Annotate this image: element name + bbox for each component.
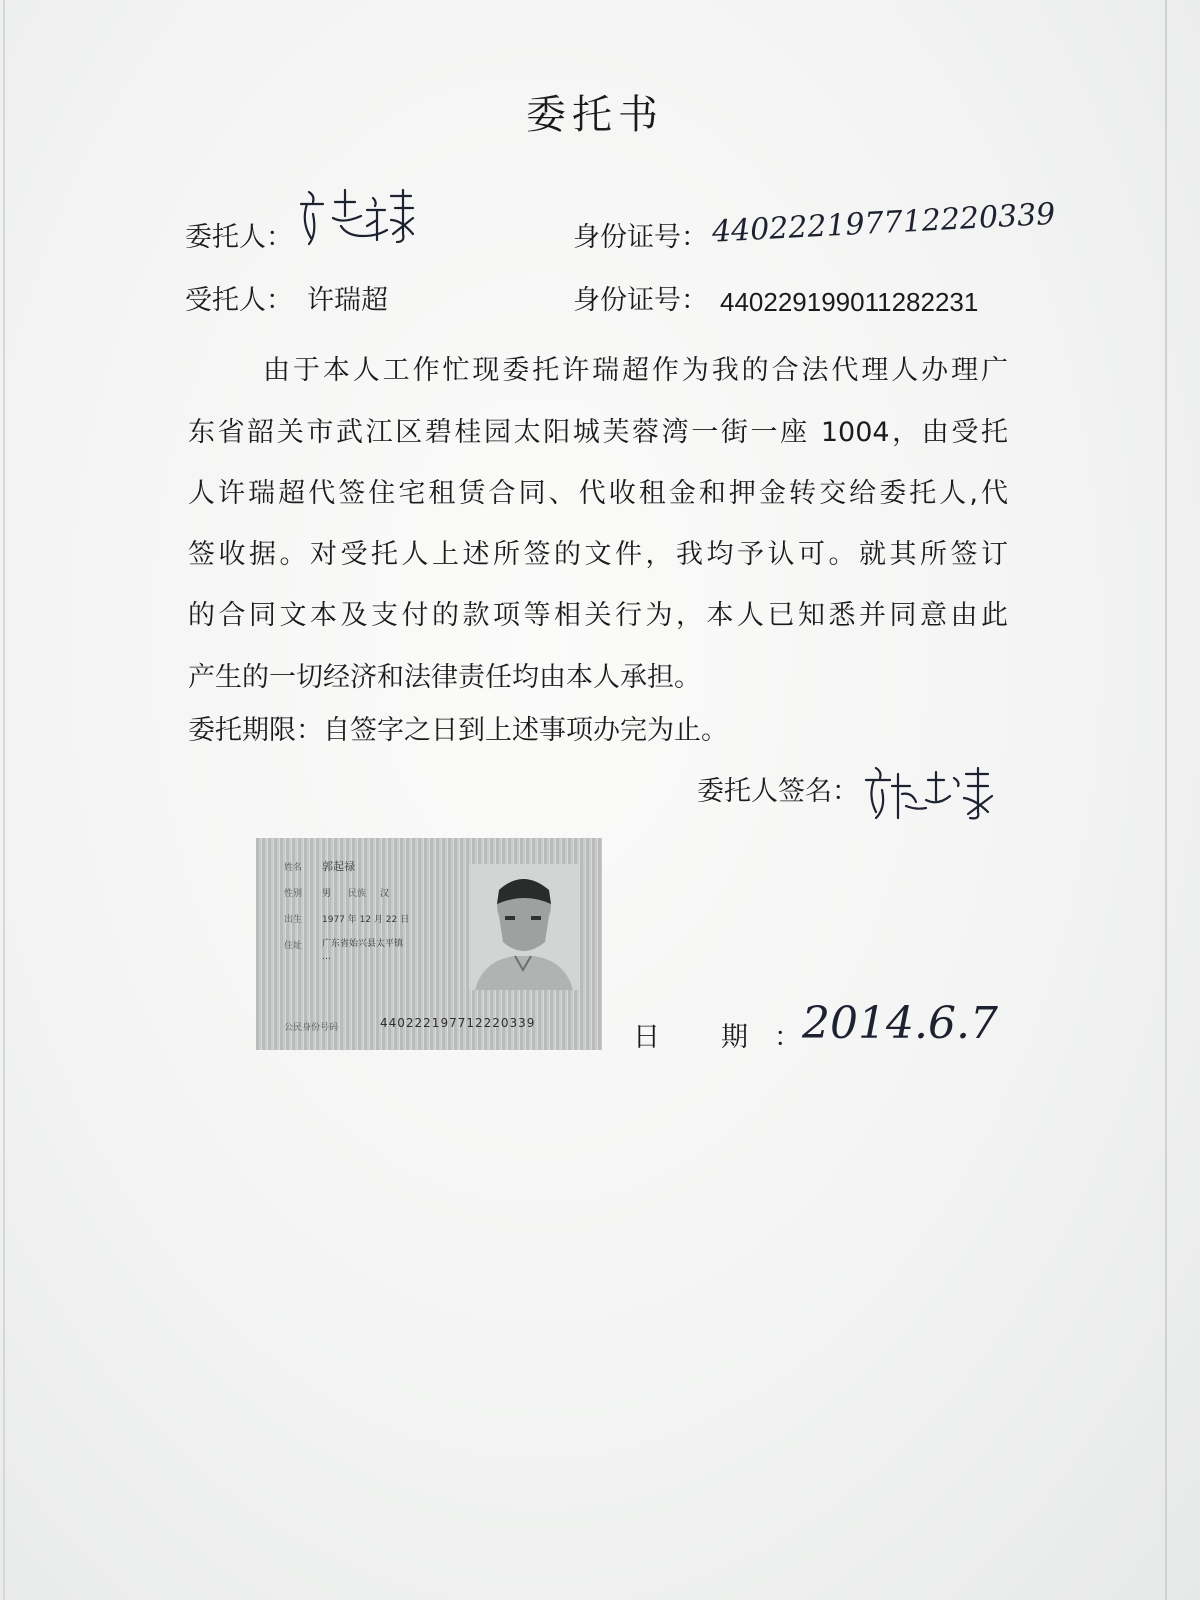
- principal-id-label: 身份证号：: [573, 222, 708, 253]
- id-card-ethnicity-value: 汉: [380, 889, 390, 899]
- id-card-name-label: 姓名: [284, 863, 303, 873]
- body-line: 由于本人工作忙现委托许瑞超作为我的合法代理人办理广: [263, 355, 1008, 386]
- id-card-address-value-2: …: [322, 952, 331, 962]
- agent-name: 许瑞超: [307, 285, 388, 316]
- body-line: 的合同文本及支付的款项等相关行为，本人已知悉并同意由此: [188, 600, 1008, 631]
- date-colon: ：: [774, 1022, 801, 1053]
- id-card-id-number: 440222197712220339: [380, 1016, 536, 1030]
- id-card-address-value: 广东省始兴县太平镇: [322, 939, 404, 949]
- paper-edge-left: [3, 0, 5, 1600]
- id-card-ethnicity-label: 民族: [348, 889, 367, 899]
- id-card-name-value: 郭起禄: [322, 860, 355, 873]
- body-line: 产生的一切经济和法律责任均由本人承担。: [188, 662, 701, 693]
- agent-id-label: 身份证号：: [573, 285, 708, 316]
- id-card-address-label: 住址: [284, 941, 303, 951]
- svg-text:440222197712220339: 440222197712220339: [711, 196, 1057, 250]
- id-card-sex-label: 性别: [284, 889, 303, 899]
- id-card-photo: [469, 864, 579, 990]
- term-line: 委托期限：自签字之日到上述事项办完为止。: [188, 715, 728, 746]
- principal-id-handwritten: [710, 196, 1057, 256]
- id-card-birth-value: 1977 年 12 月 22 日: [322, 915, 410, 925]
- date-label-ri: 日: [633, 1022, 660, 1053]
- agent-label: 受托人：: [185, 285, 293, 316]
- principal-label: 委托人：: [185, 222, 293, 253]
- body-line: 东省韶关市武江区碧桂园太阳城芙蓉湾一街一座 1004，由受托: [188, 417, 1008, 448]
- agent-id: 440229199011282231: [720, 287, 979, 317]
- body-line: 人许瑞超代签住宅租赁合同、代收租金和押金转交给委托人,代: [188, 478, 1008, 509]
- date-label-qi: 期: [721, 1022, 748, 1053]
- signature-label: 委托人签名：: [697, 776, 859, 807]
- id-card-birth-label: 出生: [284, 915, 303, 925]
- id-card-copy: [256, 838, 602, 1050]
- paper-edge-right: [1165, 0, 1167, 1600]
- body-line: 签收据。对受托人上述所签的文件，我均予认可。就其所签订: [188, 539, 1008, 570]
- principal-signature: [295, 180, 425, 260]
- id-card-sex-value: 男: [322, 889, 332, 899]
- signature-handwritten: [862, 760, 1012, 830]
- date-handwritten: [798, 992, 998, 1072]
- id-card-id-label: 公民身份号码: [284, 1023, 339, 1033]
- document-title: 委托书: [526, 92, 664, 138]
- svg-text:2014.6.7: 2014.6.7: [802, 998, 998, 1049]
